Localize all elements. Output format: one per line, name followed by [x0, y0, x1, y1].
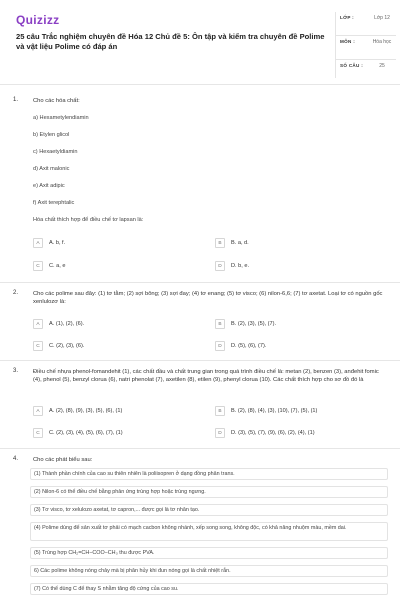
option-d[interactable]: [215, 426, 315, 440]
option-b[interactable]: [215, 236, 249, 250]
statement: e) Axit adipic: [33, 183, 65, 189]
statement: a) Hexametylendiamin: [33, 115, 89, 121]
meta-count-row: [336, 60, 396, 78]
option-text: D. (3), (5), (7), (9), (6), (2), (4), (1): [231, 430, 315, 436]
statement-box: 6) Các polime không nóng chảy mà bị phân hủy khi đun nóng gọi là chất nhiệt rắn.: [30, 565, 388, 577]
question-text: Cho các polime sau đây: (1) tơ tằm; (2) sợi bông; (3) sợi đay; (4) tơ enang; (5) tơ visco; (6) nilon-6,6; (7) tơ axetat. Loại tơ có nguồn gốc xenlulozơ là:: [33, 291, 383, 305]
brand-logo[interactable]: [16, 13, 59, 27]
option-b[interactable]: [215, 404, 317, 418]
option-letter: A: [33, 406, 43, 416]
header-divider: [0, 84, 400, 85]
option-d[interactable]: [215, 259, 249, 273]
subject-label: MÔN :: [340, 39, 356, 44]
class-label: LỚP :: [340, 15, 355, 20]
option-letter: D: [215, 261, 225, 271]
meta-subject-row: [336, 36, 396, 60]
brand-name: Quizizz: [16, 13, 60, 27]
option-letter: B: [215, 319, 225, 329]
statement: f) Axit terephtalic: [33, 200, 75, 206]
option-text: B. a, d.: [231, 240, 249, 246]
question-divider: [0, 448, 400, 449]
worksheet-header: [0, 0, 400, 80]
option-a[interactable]: [33, 404, 122, 418]
subject-value: Hóa học: [372, 39, 392, 45]
question-divider: [0, 282, 400, 283]
page-title: 25 câu Trắc nghiệm chuyên đề Hóa 12 Chủ đề 5: Ôn tập và kiểm tra chuyên đề Polime và vật liệu Polime có đáp án: [16, 32, 325, 51]
option-letter: C: [33, 428, 43, 438]
question-prompt: Hóa chất thích hợp để điều chế tơ lapsan là:: [33, 217, 144, 223]
statement-box: (4) Polime dùng để sản xuất tơ phải có mạch cacbon không nhánh, xếp song song, không độc, có khả năng nhuộm màu, mềm dai.: [30, 522, 388, 541]
option-text: C. a, e: [49, 263, 66, 269]
option-text: C. (2), (3), (6).: [49, 343, 85, 349]
option-letter: B: [215, 406, 225, 416]
option-letter: D: [215, 341, 225, 351]
statement: b) Etylen glicol: [33, 132, 70, 138]
option-b[interactable]: [215, 317, 276, 331]
option-a[interactable]: [33, 317, 84, 331]
statement-box: (3) Tơ visco, tơ xelulozo axetat, tơ capron,... được gọi là tơ nhân tạo.: [30, 504, 388, 516]
option-c[interactable]: [33, 259, 65, 273]
question-number: 1.: [13, 97, 19, 103]
statement-box: (5) Trùng hợp CH₂=CH−COO−CH₃ thu được PVA.: [30, 547, 388, 559]
option-letter: A: [33, 319, 43, 329]
option-text: A. b, f.: [49, 240, 66, 246]
option-text: B. (2), (8), (4), (3), (10), (7), (5), (1): [231, 408, 318, 414]
question-text: Cho các hóa chất:: [33, 98, 80, 104]
option-text: D. b, e.: [231, 263, 250, 269]
question-text: Điều chế nhựa phenol-fomandehit (1), các chất đầu và chất trung gian trong quá trình điều chế là: metan (2), benzen (3), anđehit fomic (4), phenol (5), benzyl clorua (6), natri phenolat (7), axetilen (8), etilen (9), phenyl clorua (10). Các chất thích hợp cho sơ đồ đó là: [33, 369, 379, 383]
statement: c) Hexaetyldiamin: [33, 149, 78, 155]
question-number: 4.: [13, 456, 19, 462]
option-d[interactable]: [215, 339, 266, 353]
option-c[interactable]: [33, 426, 123, 440]
option-text: D. (5), (6), (7).: [231, 343, 267, 349]
statement: d) Axit malonic: [33, 166, 70, 172]
option-letter: A: [33, 238, 43, 248]
question-divider: [0, 360, 400, 361]
question-number: 2.: [13, 290, 19, 296]
question-number: 3.: [13, 368, 19, 374]
class-value: Lớp 12: [374, 15, 390, 21]
statement-box: (2) Nilon-6 có thể điều chế bằng phản ứng trùng hợp hoặc trùng ngưng.: [30, 486, 388, 498]
meta-class-row: [336, 12, 396, 36]
option-a[interactable]: [33, 236, 65, 250]
option-c[interactable]: [33, 339, 84, 353]
option-letter: C: [33, 341, 43, 351]
option-letter: D: [215, 428, 225, 438]
statement-box: (1) Thành phần chính của cao su thiên nhiên là poliisopren ở dạng đồng phân trans.: [30, 468, 388, 480]
option-letter: C: [33, 261, 43, 271]
question-text: Cho các phát biểu sau:: [33, 457, 93, 463]
option-text: A. (2), (8), (9), (3), (5), (6), (1): [49, 408, 123, 414]
option-text: C. (2), (3), (4), (5), (6), (7), (1): [49, 430, 123, 436]
meta-panel: [335, 12, 395, 78]
statement-box: (7) Có thể dùng C để thay S nhằm tăng độ cứng của cao su.: [30, 583, 388, 595]
option-text: A. (1), (2), (6).: [49, 321, 85, 327]
count-value: 25: [379, 63, 385, 69]
option-letter: B: [215, 238, 225, 248]
count-label: SỐ CÂU :: [340, 63, 364, 68]
option-text: B. (2), (3), (5), (7).: [231, 321, 277, 327]
